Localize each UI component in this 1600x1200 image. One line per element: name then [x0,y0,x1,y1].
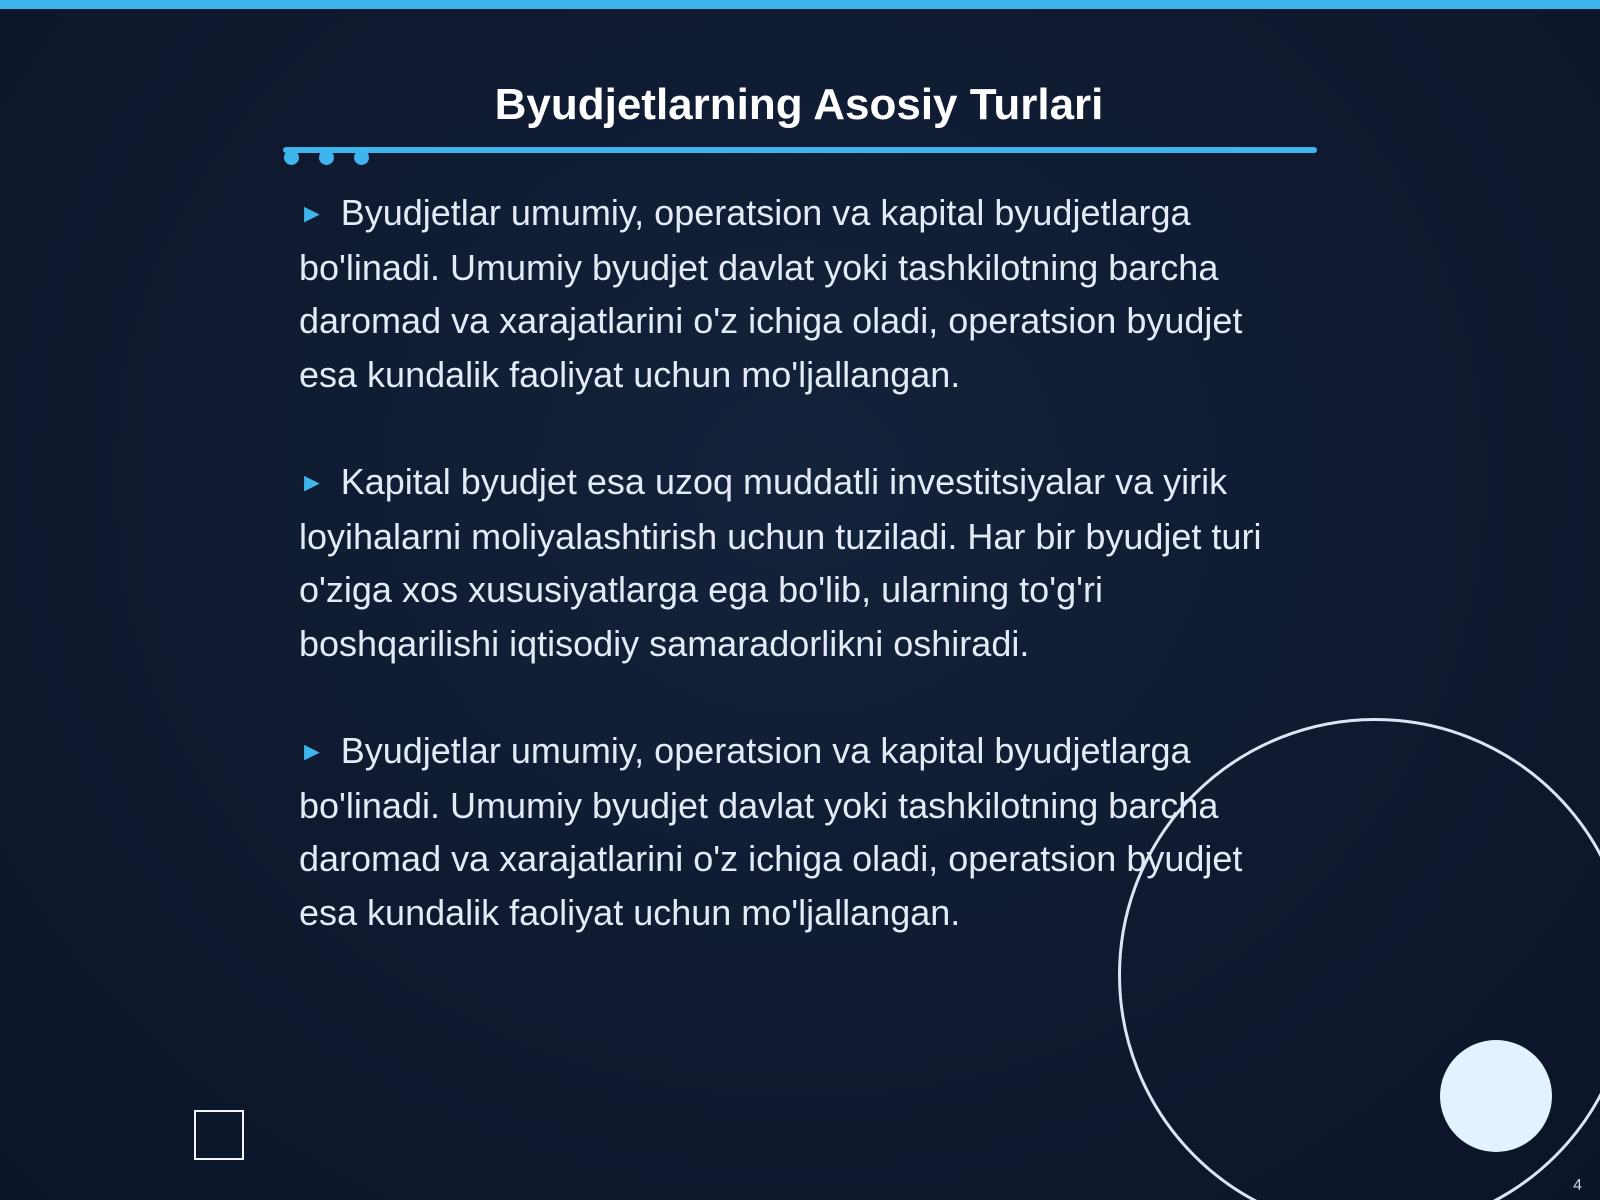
decorative-dot [284,150,299,165]
decorative-dot [319,150,334,165]
triangle-bullet-icon: ► [299,198,325,228]
bullet-paragraph-2 [299,455,1309,670]
decorative-square [194,1110,244,1160]
decorative-circle [1440,1040,1552,1152]
triangle-bullet-icon: ► [299,736,325,766]
paragraph-text: Byudjetlar umumiy, operatsion va kapital byudjetlarga bo'linadi. Umumiy byudjet davlat yoki tashkilotning barcha daromad va xarajatlarini o'z ichiga oladi, operatsion byudjet esa kundalik faoliyat uchun mo'ljallangan. [299,730,1243,933]
page-number: 4 [1573,1177,1582,1194]
triangle-bullet-icon: ► [299,467,325,497]
top-accent-bar [0,0,1600,9]
decorative-dot [354,150,369,165]
title-underline [283,147,1317,153]
bullet-paragraph-1 [299,186,1309,401]
slide-title: Byudjetlarning Asosiy Turlari [494,80,1104,129]
paragraph-text: Byudjetlar umumiy, operatsion va kapital byudjetlarga bo'linadi. Umumiy byudjet davlat yoki tashkilotning barcha daromad va xarajatlarini o'z ichiga oladi, operatsion byudjet esa kundalik faoliyat uchun mo'ljallangan. [299,192,1243,395]
paragraph-text: Kapital byudjet esa uzoq muddatli investitsiyalar va yirik loyihalarni moliyalashtirish uchun tuziladi. Har bir byudjet turi o'ziga xos xususiyatlarga ega bo'lib, ularning to'g'ri boshqarilishi iqtisodiy samaradorlikni oshiradi. [299,461,1262,664]
